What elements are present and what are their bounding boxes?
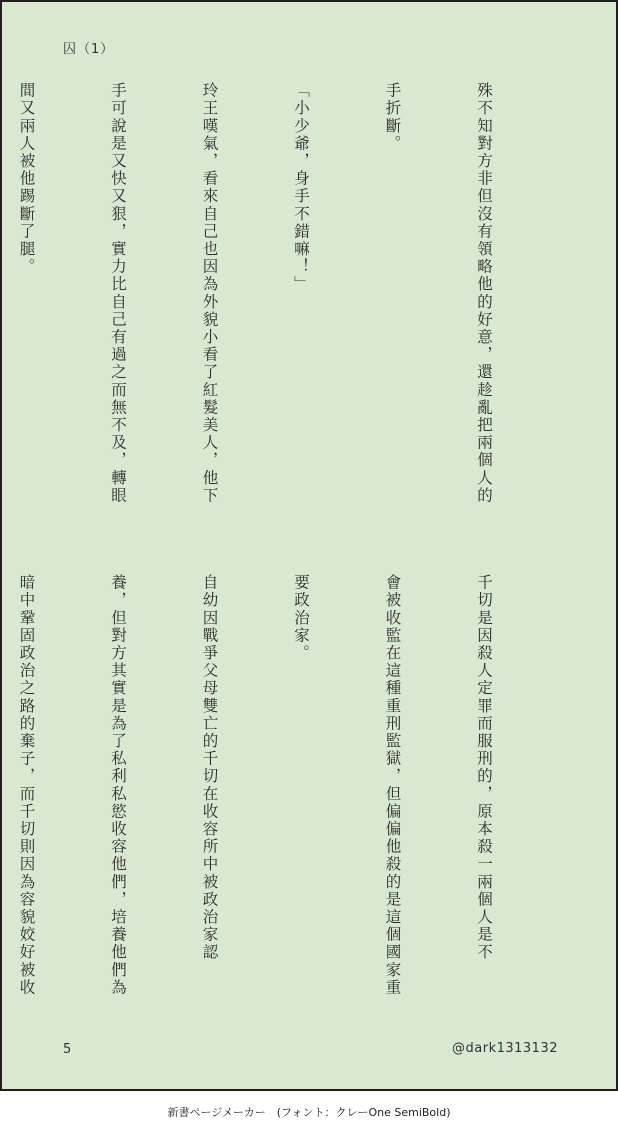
text-line: 玲王嘆氣，看來自己也因為外貌小看了紅髮美人，他下 <box>200 82 219 505</box>
text-block-top <box>0 82 560 532</box>
text-line: 自幼因戰爭父母雙亡的千切在收容所中被政治家認 <box>200 574 219 962</box>
text-line: 殊不知對方非但沒有領略他的好意，還趁亂把兩個人的 <box>475 82 493 505</box>
text-line: 養，但對方其實是為了私利私慾收容他們，培養他們為 <box>109 574 127 997</box>
text-line: 間又兩人被他踢斷了腿。 <box>17 82 36 276</box>
footer-credit: 新書ページメーカー (フォント：クレーOne SemiBold) <box>167 1106 451 1119</box>
text-line: 會被收監在這種重刑監獄，但偏偏他殺的是這個國家重 <box>383 574 402 997</box>
text-line: 手折斷。 <box>383 82 402 153</box>
text-line: 手可說是又快又狠，實力比自己有過之而無不及，轉眼 <box>109 82 127 505</box>
chapter-header: 囚（1） <box>63 42 115 57</box>
text-line: 千切是因殺人定罪而服刑的，原本殺一兩個人是不 <box>475 574 493 962</box>
page-number: 5 <box>63 1042 72 1057</box>
text-line: 「小少爺，身手不錯嘛！」 <box>292 82 310 294</box>
text-line: 要政治家。 <box>292 574 310 662</box>
text-line: 暗中鞏固政治之路的棄子，而千切則因為容貌姣好被收 <box>17 574 36 997</box>
author-handle: @dark1313132 <box>452 1041 558 1056</box>
text-block-bottom <box>0 574 560 1024</box>
